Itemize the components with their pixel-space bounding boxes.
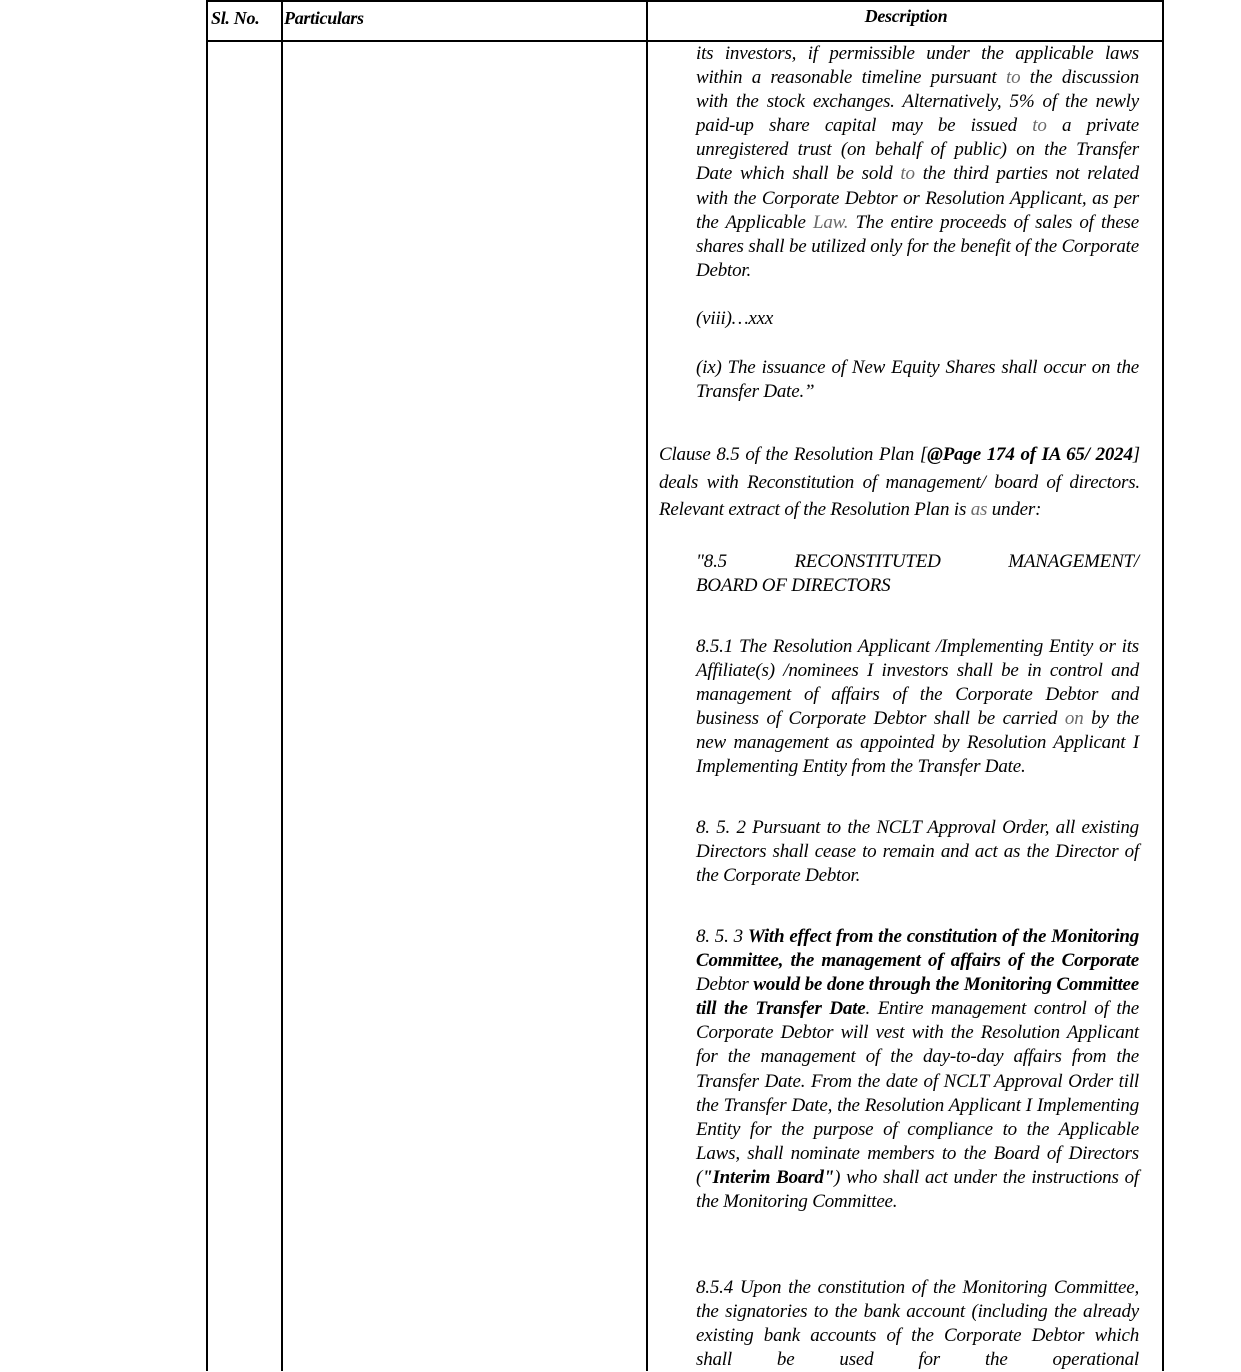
- heading-word: RECONSTITUTED: [794, 551, 941, 572]
- text-run: under:: [987, 499, 1042, 520]
- text-run: ] deals with Reconstitution of management/ board of directors. Relevant extract of the Resolution Plan is: [659, 444, 1140, 520]
- clause-number: 8. 5. 3: [696, 926, 748, 947]
- resolution-plan-table: [206, 0, 1164, 1371]
- column-divider-particulars: [646, 2, 648, 1371]
- clause-8-5-3: [696, 925, 1139, 1214]
- description-continued-paragraph: [696, 42, 1139, 283]
- text-run-grey: on: [1064, 708, 1084, 730]
- heading-line-2: BOARD OF DIRECTORS: [696, 575, 891, 597]
- item-ix: (ix) The issuance of New Equity Shares shall occur on the Transfer Date.”: [696, 357, 1139, 403]
- heading-8-5: [696, 550, 1139, 598]
- heading-word: MANAGEMENT/: [1008, 551, 1139, 572]
- clause-8-5-intro: [659, 441, 1140, 524]
- text-run-bold: "Interim Board": [702, 1166, 835, 1188]
- heading-number: "8.5: [696, 551, 727, 572]
- text-run: its investors, if permissible under the applicable laws within a reasonable timeline pursuant: [696, 43, 1139, 89]
- text-run: Clause 8.5 of the Resolution Plan [: [659, 444, 928, 465]
- text-run: . Entire management control of the Corporate Debtor will vest with the Resolution Applicant for the management of the day-to-day affairs from the Transfer Date. From the date of NCLT Approval Order till the Transfer Date, the Resolution Applicant I Implementing Entity for the purpose of compliance to the Applicable Laws, shall nominate members to the Board of Directors (: [696, 998, 1139, 1188]
- clause-8-5-2: 8. 5. 2 Pursuant to the NCLT Approval Order, all existing Directors shall cease to remain and act as the Director of the Corporate Debtor.: [696, 817, 1139, 887]
- text-run: a private unregistered trust (on behalf of public) on the Transfer Date which shall be sold: [696, 115, 1139, 185]
- text-run-grey: as: [970, 499, 988, 520]
- clause-8-5-1: [696, 635, 1139, 780]
- text-run-bold: would be done through the Monitoring Committee till the Transfer Date: [696, 974, 1139, 1020]
- item-viii: (viii)…xxx: [696, 308, 774, 329]
- text-run: ) who shall act under the instructions of the Monitoring Committee.: [696, 1166, 1139, 1213]
- clause-8-5-4: 8.5.4 Upon the constitution of the Monitoring Committee, the signatories to the bank account (including the already existing bank accounts of the Corporate Debtor which shall be used for the operational: [696, 1277, 1139, 1371]
- text-run: The entire proceeds of sales of these shares shall be utilized only for the benefit of the Corporate Debtor.: [696, 211, 1139, 281]
- column-divider-sl-no: [281, 2, 283, 1371]
- text-run-grey: to: [1005, 67, 1021, 89]
- header-description: Description: [864, 6, 948, 26]
- text-run: the third parties not related with the Corporate Debtor or Resolution Applicant, as per the Applicable: [696, 163, 1139, 233]
- text-run: by the new management as appointed by Resolution Applicant I Implementing Entity from the Transfer Date.: [696, 708, 1140, 778]
- text-run-bold: With effect from the constitution of the Monitoring Committee, the management of affairs of the Corporate: [696, 926, 1139, 972]
- text-run-grey: Law.: [812, 211, 849, 233]
- header-particulars: Particulars: [284, 8, 364, 28]
- text-run: 8.5.1 The Resolution Applicant /Implementing Entity or its Affiliate(s) /nominees I investors shall be in control and management of affairs of the Corporate Debtor and business of Corporate Debtor shall be carried: [696, 636, 1139, 730]
- text-run-grey: to: [900, 163, 915, 185]
- text-run-grey: to: [1032, 115, 1047, 137]
- text-run: the discussion with the stock exchanges. Alternatively, 5% of the newly paid-up share capital may be issued: [696, 67, 1139, 137]
- text-run: Debtor: [696, 974, 754, 996]
- page-reference: @Page 174 of IA 65/ 2024: [927, 444, 1133, 465]
- header-sl-no: Sl. No.: [211, 8, 260, 28]
